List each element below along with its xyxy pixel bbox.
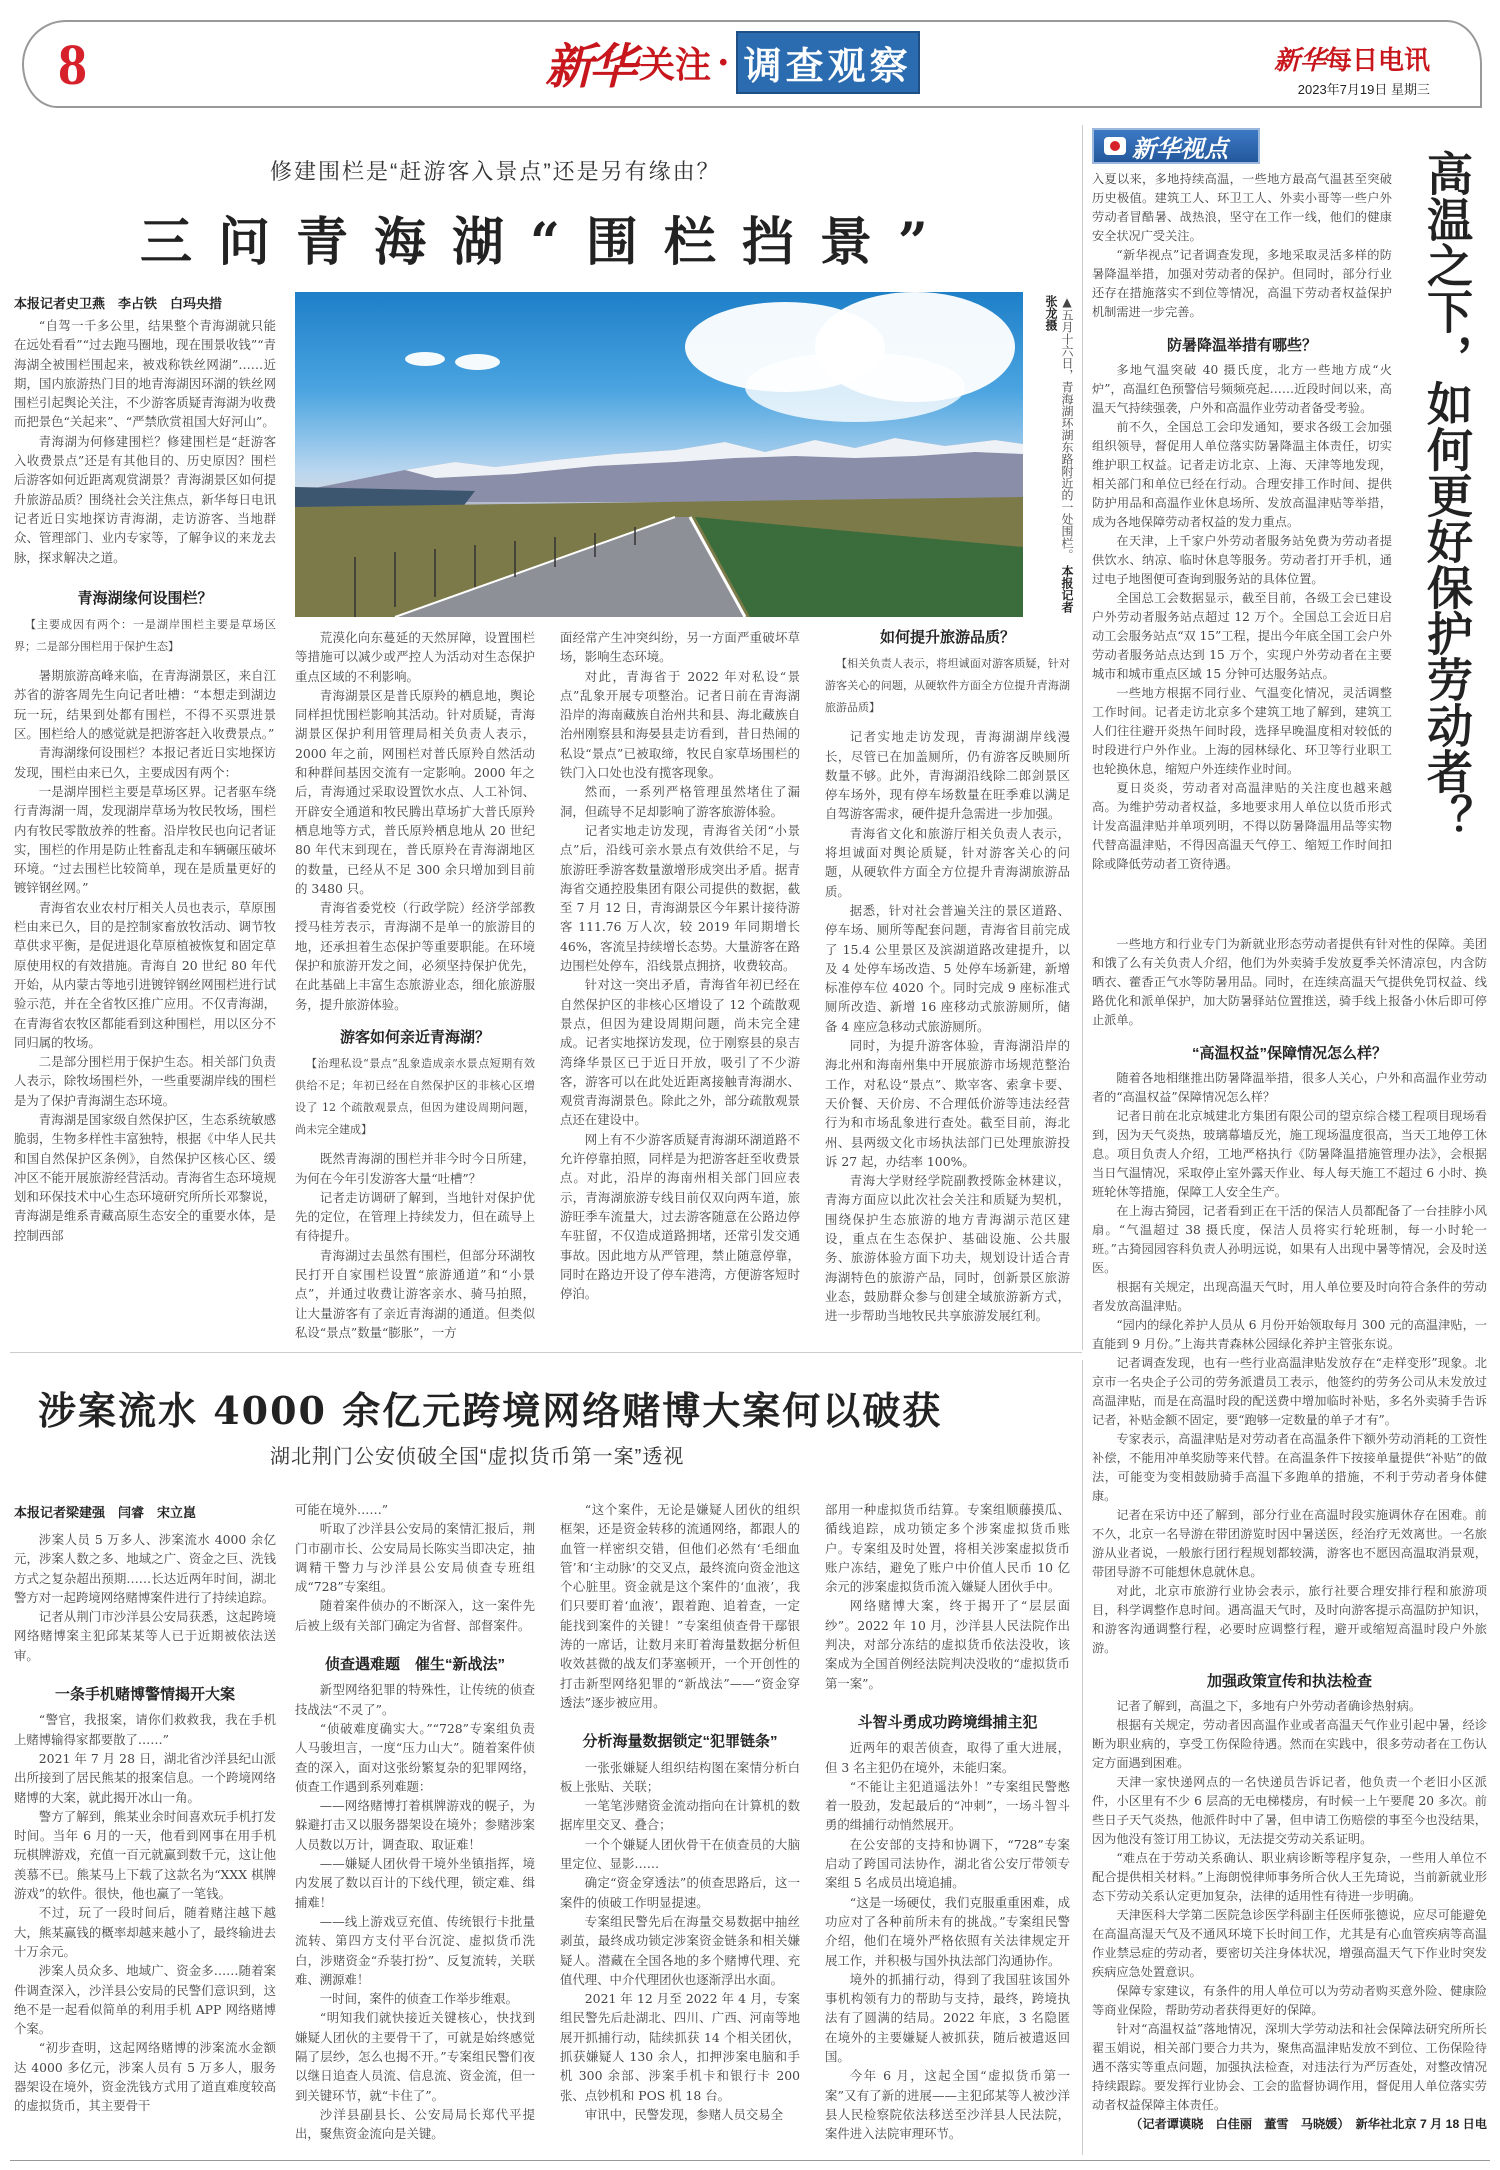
paper-name: 每日电讯 bbox=[1325, 46, 1430, 76]
badge-label: 新华视点 bbox=[1132, 133, 1228, 163]
paragraph: 警方了解到，熊某业余时间喜欢玩手机打发时间。当年 6 月的一天，他看到网事在用手机玩棋牌游戏，充值一百元就赢到数千元，这让他羡慕不已。熊某马上下载了这款名为“XXX 棋牌游戏”的软件。很快，他也赢了一笔钱。 bbox=[14, 1808, 276, 1902]
section-divider bbox=[10, 1352, 1082, 1353]
paragraph: 同时，为提升游客体验，青海湖沿岸的海北州和海南州集中开展旅游市场规范整治工作，对私设“景点”、欺宰客、索拿卡要、天价餐、天价房、不合理低价游等违法经营行为和市场乱象进行查处。截至目前，海北州、县两级文化市场执法部门已处理旅游投诉 27 起，办结率 100%。 bbox=[825, 1038, 1070, 1169]
article1-title: 三问青海湖“围栏挡景” bbox=[140, 212, 954, 273]
paragraph: 记者从荆门市沙洋县公安局获悉，这起跨境网络赌博案主犯邱某某等人已于近期被依法送审。 bbox=[14, 1609, 276, 1663]
paragraph: 青海湖景区是普氏原羚的栖息地，舆论同样担忧围栏影响其活动。针对质疑，青海湖景区保护利用管理局相关负责人表示，2000 年之前，网围栏对普氏原羚自然活动和种群间基因交流有一定影响。2000 年之后，青海通过采取设置饮水点、人工补饲、开辟安全通道和牧民腾出草场扩大普氏原羚栖息地等方式，普氏原羚栖息地从 20 世纪 80 年代末到现在，普氏原羚在青海湖地区的数量，已经从不足 300 余只增加到目前的 3480 只。 bbox=[295, 687, 535, 896]
paragraph: 随着案件侦办的不断深入，这一案件先后被上级有关部门确定为省督、部督案件。 bbox=[295, 1598, 535, 1633]
article3-col2 bbox=[295, 1500, 535, 2144]
paragraph: 夏日炎炎，劳动者对高温津贴的关注度也越来越高。为维护劳动者权益，多地要求用人单位以货币形式计发高温津贴并单项列明，不得以防暑降温用品等实物代替高温津贴，不得因高温天气停工、缩短工作时间扣除或降低劳动者工资待遇。 bbox=[1092, 781, 1392, 871]
article1-kicker: 修建围栏是“赶游客入景点”还是另有缘由？ bbox=[270, 159, 721, 184]
paragraph: 确定“资金穿透法”的侦查思路后，这一案件的侦破工作明显提速。 bbox=[560, 1875, 800, 1910]
article2-body bbox=[1092, 130, 1392, 874]
section-lead: 【相关负责人表示，将坦诚面对游客质疑，针对游客关心的问题，从硬软件方面全方位提升青海湖旅游品质】 bbox=[825, 657, 1070, 715]
photo-credit: 本报记者张龙摄 bbox=[1044, 295, 1074, 613]
paragraph: 根据有关规定，出现高温天气时，用人单位要及时向符合条件的劳动者发放高温津贴。 bbox=[1092, 1280, 1487, 1313]
paragraph: 全国总工会数据显示，截至目前，各级工会已建设户外劳动者服务站点超过 12 万个。全国总工会近日启动工会服务站点“双 15”工程，提出今年底全国工会户外劳动者服务站点达到 15 万个，实现户外劳动者在主要城市和城市重点区域 15 分钟可达服务站点。 bbox=[1092, 591, 1392, 681]
paragraph: 荒漠化向东蔓延的天然屏障，设置围栏等措施可以减少或严控人为活动对生态保护重点区域的不利影响。 bbox=[295, 630, 535, 684]
qinghai-lake-photo bbox=[295, 292, 1023, 617]
paragraph: “明知我们就快接近关键核心，快找到嫌疑人团伙的主要骨干了，可就是始终感觉隔了层纱，怎么也揭不开。”专案组民警们夜以继日追查人员流、信息流、资金流，但一到关键环节，就“卡住了”。 bbox=[295, 2010, 535, 2103]
article3-col1 bbox=[14, 1530, 276, 2116]
column-divider bbox=[1082, 1360, 1083, 2155]
page-bottom-rule bbox=[10, 2160, 1490, 2161]
paragraph: 青海湖过去虽然有围栏，但部分环湖牧民打开自家围栏设置“旅游通道”和“小景点”，并通过收费让游客亲水、骑马拍照，让大量游客有了亲近青海湖的通道。但类似私设“景点”数量“膨胀”，一方 bbox=[295, 1247, 535, 1340]
paragraph: 今年 6 月，这起全国“虚拟货币第一案”又有了新的进展——主犯邱某等人被沙洋县人民检察院依法移送至沙洋县人民法院，案件进入法院审理环节。 bbox=[825, 2068, 1070, 2142]
section-dot: · bbox=[717, 41, 730, 84]
paragraph: 青海大学财经学院副教授陈金林建议，青海方面应以此次社会关注和质疑为契机，围绕保护生态旅游的地方青海湖示范区建设，重点在生态保护、基础设施、公共服务、旅游体验方面下功夫，规划设计适合青海湖特色的旅游产品，同时，创新景区旅游业态，鼓励群众参与创建全域旅游新方式，进一步帮助当地牧民共享旅游发展红利。 bbox=[825, 1173, 1070, 1324]
article1-col4 bbox=[825, 628, 1070, 1326]
paragraph: 记者了解到，高温之下，多地有户外劳动者确诊热射病。 bbox=[1116, 1699, 1422, 1713]
issue-date: 2023年7月19日 星期三 bbox=[1297, 82, 1430, 97]
paragraph: 2021 年 12 月至 2022 年 4 月，专案组民警先后赴湖北、四川、广西、河南等地展开抓捕行动，陆续抓获 14 个相关团伙，抓获嫌疑人 130 余人，扣押涉案电脑和手机 300 余部、涉案手机卡和银行卡 200 张、点钞机和 POS 机 18 台。 bbox=[560, 1991, 800, 2103]
column-divider bbox=[1082, 125, 1083, 1350]
article1-col1 bbox=[14, 316, 276, 1245]
paragraph: “园内的绿化养护人员从 6 月份开始领取每月 300 元的高温津贴，一直能到 9 月份。”上海共青森林公园绿化养护主管张东说。 bbox=[1092, 1318, 1487, 1351]
paragraph: “这是一场硬仗，我们克服重重困难，成功应对了各种前所未有的挑战。”专案组民警介绍，他们在境外严格依照有关法律规定开展工作，并积极与国外执法部门沟通协作。 bbox=[825, 1894, 1070, 1968]
paragraph: 青海湖是国家级自然保护区，生态系统敏感脆弱，生物多样性丰富独特，根据《中华人民共和国自然保护区条例》，自然保护区核心区、缓冲区不能开展旅游经营活动。青海省生态环境规划和环保技术中心生态环境研究所所长邓黎说，青海湖是维系青藏高原生态安全的重要水体，是控制西部 bbox=[14, 1111, 276, 1243]
section-heading: 侦查遇难题 催生“新战法” bbox=[324, 1656, 505, 1674]
paragraph: 据悉，针对社会普遍关注的景区道路、停车场、厕所等配套问题，青海省目前完成了 15.4 公里景区及滨湖道路改建提升，以及 4 处停车场改造、5 处停车场新建，新增标准停车位 4020 个。同时完成 9 座标准式厕所改造、新增 16 座移动式旅游厕所，储备 4 座应急移动式旅游厕所。 bbox=[825, 902, 1070, 1034]
paragraph: 记者调查发现，也有一些行业高温津贴发放存在“走样变形”现象。北京市一名央企子公司的劳务派遣员工表示，他签约的劳务公司从未发放过高温津贴，而是在高温时段的配送费中增加临时补贴，多名外卖骑手告诉记者，补贴金额不固定，要“跑够一定数量的单子才有”。 bbox=[1092, 1356, 1487, 1427]
paragraph: 青海湖为何修建围栏？修建围栏是“赶游客入收费景点”还是有其他目的、历史原因？围栏后游客如何近距离观赏湖景？青海湖景区如何提升旅游品质？围绕社会关注焦点，新华每日电讯记者近日实地探访青海湖，走访游客、当地群众、管理部门、业内专家等，了解争议的来龙去脉，探求解决之道。 bbox=[14, 433, 276, 565]
section-heading: 加强政策宣传和执法检查 bbox=[1206, 1673, 1372, 1690]
paragraph: 专案组民警先后在海量交易数据中抽丝剥茧，最终成功锁定涉案资金链条和相关嫌疑人。潜藏在全国各地的多个赌博代理、充值代理、中介代理团伙也逐渐浮出水面。 bbox=[560, 1913, 800, 1987]
paragraph: “自驾一千多公里，结果整个青海湖就只能在远处看看”“过去跑马圈地，现在围景收钱”“青海湖全被围栏围起来，被戏称铁丝网湖”……近期，国内旅游热门目的地青海湖因环湖的铁丝网围栏引起舆论关注，不少游客质疑青海湖为收费而把景色“关起来”、“严禁欣赏祖国大好河山”。 bbox=[14, 318, 276, 430]
paragraph: 针对“高温权益”落地情况，深圳大学劳动法和社会保障法研究所所长翟玉娟说，相关部门要合力共为，聚焦高温津贴发放不到位、工伤保险待遇不落实等重点问题，加强执法检查，对违法行为严厉查处，对整改情况持续跟踪。要发挥行业协会、工会的监督协调作用，督促用人单位落实劳动者权益保障主体责任。 bbox=[1092, 2022, 1487, 2112]
paragraph: “侦破难度确实大。”“728”专案组负责人马骏坦言，一度“压力山大”。随着案件侦查的深入，面对这张纷繁复杂的犯罪网络，侦查工作遇到系列难题： bbox=[295, 1720, 535, 1794]
section-lead: 【治理私设“景点”乱象造成亲水景点短期有效供给不足；年初已经在自然保护区的非核心区增设了 12 个疏散观景点，但因为建设周期问题，尚未完全建成】 bbox=[295, 1057, 535, 1137]
article3-col3 bbox=[560, 1500, 800, 2124]
paragraph: 对此，青海省于 2022 年对私设“景点”乱象开展专项整治。记者日前在青海湖沿岸的海南藏族自治州共和县、海北藏族自治州刚察县和海晏县走访看到，昔日热闹的私设“景点”已被取缔，牧民自家草场围栏的铁门入口处也没有揽客现象。 bbox=[560, 668, 800, 781]
section-banner bbox=[545, 28, 920, 97]
paragraph: 前不久，全国总工会印发通知，要求各级工会加强组织领导，督促用人单位落实防暑降温主体责任，切实维护职工权益。记者走访北京、上海、天津等地发现，相关部门和单位已经在行动。合理安排工作时间、提供防护用品和高温作业休息场所、发放高温津贴等举措，成为各地保障劳动者权益的发力重点。 bbox=[1092, 420, 1392, 529]
section-heading: 分析海量数据锁定“犯罪链条” bbox=[582, 1733, 778, 1751]
paragraph: 在公安部的支持和协调下，“728”专案启动了跨国司法协作，湖北省公安厅带领专案组 5 名成员出境追捕。 bbox=[825, 1836, 1070, 1891]
article2-signature: （记者谭谟晓 白佳丽 董雪 马晓媛） 新华社北京 7 月 18 日电 bbox=[1130, 2117, 1487, 2131]
paragraph: 青海省文化和旅游厅相关负责人表示，将坦诚面对舆论质疑，针对游客关心的问题，从硬软件方面全方位提升青海湖旅游品质。 bbox=[825, 825, 1070, 899]
paragraph: 天津一家快递网点的一名快递员告诉记者，他负责一个老旧小区派件，小区里有不少 6 层高的无电梯楼房，有时候一上午要爬 20 多次。前些日子天气炎热，他派件时中了暑，但申请工伤赔偿的事至今也没结果，因为他没有签订用工协议，无法提交劳动关系证明。 bbox=[1092, 1775, 1487, 1846]
paragraph: 一个个嫌疑人团伙骨干在侦查员的大脑里定位、显影…… bbox=[560, 1836, 800, 1872]
section-lead: 【主要成因有两个：一是湖岸围栏主要是草场区界；二是部分围栏用于保护生态】 bbox=[14, 618, 276, 654]
paragraph: 网上有不少游客质疑青海湖环湖道路不允许停靠拍照，同样是为把游客赶至收费景点。对此，沿岸的海南州相关部门回应表示，青海湖旅游专线目前仅双向两车道，旅游旺季车流量大，过去游客随意在公路边停车驻留，不仅造成道路拥堵，还常引发交通事故。因此地方从严管理，禁止随意停靠，同时在路边开设了停车港湾，方便游客短时停泊。 bbox=[560, 1131, 800, 1302]
paragraph: 不过，玩了一段时间后，随着赌注越下越大，熊某赢钱的概率却越来越小了，最终输进去十万余元。 bbox=[14, 1905, 276, 1959]
paragraph: 记者在采访中还了解到，部分行业在高温时段实施调休存在困难。前不久，北京一名导游在带团游览时因中暑送医，经治疗无效离世。一名旅游从业者说，一般旅行团行程规划都较满，游客也不愿因高温取消景观，带团导游不可能想休息就休息。 bbox=[1092, 1508, 1487, 1579]
paragraph: 保障专家建议，有条件的用人单位可以为劳动者购买意外险、健康险等商业保险，帮助劳动者获得更好的保障。 bbox=[1092, 1984, 1487, 2017]
paragraph: 青海省委党校（行政学院）经济学部教授马桂芳表示，青海湖不是单一的旅游目的地，还承担着生态保护等重要职能。在环境保护和旅游开发之间，必须坚持保护优先，在此基础上丰富生态旅游业态，细化旅游服务，提升旅游体验。 bbox=[295, 900, 535, 1012]
photo-caption-text: ▲五月十六日，青海湖环湖东路附近的一处围栏。 bbox=[1060, 295, 1074, 561]
paragraph: 记者实地走访发现，青海湖湖岸线漫长，尽管已在加盖厕所，仍有游客反映厕所数量不够。此外，青海湖沿线除二郎剑景区停车场外，现有停车场数量在旺季难以满足自驾游客需求，硬件提升急需进一步加强。 bbox=[825, 729, 1070, 822]
paragraph: 多地气温突破 40 摄氏度，北方一些地方成“火炉”，高温红色预警信号频频亮起……近段时间以来，高温天气持续强袭，户外和高温作业劳动者备受考验。 bbox=[1092, 363, 1392, 415]
paragraph: 然而，一系列严格管理虽然堵住了漏洞，但疏导不足却影响了游客旅游体验。 bbox=[560, 784, 800, 819]
paragraph: 一些地方和行业专门为新就业形态劳动者提供有针对性的保障。美团和饿了么有关负责人介绍，他们为外卖骑手发放夏季关怀清凉包，内含防晒衣、藿香正气水等防暑用品。同时，在连续高温天气提供免罚权益、线路优化和派单保护，加大防暑驿站位置推送，骑手线上报备小休后即可停止派单。 bbox=[1092, 937, 1487, 1027]
paragraph: 对此，北京市旅游行业协会表示，旅行社要合理安排行程和旅游项目，科学调整作息时间。遇高温天气时，及时向游客提示高温防护知识，和游客沟通调整行程，必要时应调整行程，避开或缩短高温时段户外旅游。 bbox=[1092, 1584, 1487, 1655]
paragraph: 暑期旅游高峰来临，在青海湖景区，来自江苏省的游客周先生向记者吐槽：“本想走到湖边玩一玩，结果到处都有围栏，不得不买票进景区。围栏给人的感觉就是把游客赶入收费景点。” bbox=[14, 668, 276, 742]
paragraph: 听取了沙洋县公安局的案情汇报后，荆门市副市长、公安局局长陈实当即决定，抽调精干警力与沙洋县公安局侦查专班组成“728”专案组。 bbox=[295, 1521, 535, 1595]
paragraph: “难点在于劳动关系确认、职业病诊断等程序复杂，一些用人单位不配合提供相关材料。”上海朗悦律师事务所合伙人王先琦说，当前新就业形态下劳动关系认定更加复杂，法律的适用性有待进一步明确。 bbox=[1092, 1851, 1487, 1903]
section-highlight: 调查观察 bbox=[736, 31, 920, 94]
paragraph: 二是部分围栏用于保护生态。相关部门负责人表示，除牧场围栏外，一些重要湖岸线的围栏是为了保护青海湖生态环境。 bbox=[14, 1054, 276, 1108]
paragraph: “初步查明，这起网络赌博的涉案流水金额达 4000 多亿元，涉案人员有 5 万多人，服务器架设在境外，资金洗钱方式用了道直难度较高的虚拟货币，其主要骨干 bbox=[14, 2040, 276, 2114]
paragraph: “这个案件，无论是嫌疑人团伙的组织框架，还是资金转移的流通网络，都跟人的血管一样密织交错，但他们必然有‘毛细血管’和‘主动脉’的交叉点，最终流向资金池这个心脏里。资金就是这个案件的‘血液’，我们只要盯着‘血液’，跟着跑、追着查，一定能找到案件的关键！”专案组侦查骨干鄢银涛的一席话，让数月来盯着海量数据分析但收效甚微的战友们茅塞顿开，一个开创性的打击新型网络犯罪的“新战法”——“资金穿透法”逐步被应用。 bbox=[560, 1502, 800, 1710]
article2-title: 高温之下，如何更好保护劳动者？ bbox=[1420, 150, 1474, 840]
paragraph: 青海省农业农村厅相关人员也表示，草原围栏由来已久，目的是控制家畜放牧活动、调节牧草供求平衡，是促进退化草原植被恢复和固定草原使用权的有效措施。青海自 20 世纪 80 年代开始，从内蒙古等地引进镀锌钢丝网围栏进行试验示范，并在全省牧区推广应用。不仅青海湖，在青海省农牧区都能看到这种围栏，用以区分不同归属的牧场。 bbox=[14, 899, 276, 1050]
article2-body-wide bbox=[1092, 935, 1487, 2134]
paragraph: 一张张嫌疑人组织结构图在案情分析白板上张贴、关联； bbox=[560, 1759, 800, 1794]
paragraph: 针对这一突出矛盾，青海省年初已经在自然保护区的非核心区增设了 12 个疏散观景点，但因为建设周期问题，尚未完全建成。记者实地探访发现，位于刚察县的泉吉湾绛华景区已于近日开放，吸引了不少游客，游客可以在此处近距离接触青海湖水、观赏青海湖景色。除此之外，部分疏散观景点还在建设中。 bbox=[560, 977, 800, 1128]
paragraph: 2021 年 7 月 28 日，湖北省沙洋县纪山派出所接到了居民熊某的报案信息。一个跨境网络赌博的大案，就此揭开冰山一角。 bbox=[14, 1750, 276, 1805]
section-label: 关注 bbox=[639, 44, 712, 86]
paragraph: 既然青海湖的围栏并非今时今日所建，为何在今年引发游客大量“吐槽”？ bbox=[295, 1151, 535, 1186]
article3-byline: 本报记者梁建强 闫睿 宋立崑 bbox=[14, 1505, 197, 1520]
paragraph: 部用一种虚拟货币结算。专案组顺藤摸瓜、循线追踪，成功锁定多个涉案虚拟货币账户。专案组及时处置，将相关涉案虚拟货币账户冻结，避免了账户中价值人民币 10 亿余元的涉案虚拟货币流入嫌疑人团伙手中。 bbox=[825, 1502, 1070, 1595]
paragraph: 在上海古猗园，记者看到正在干活的保洁人员都配备了一台挂脖小风扇。“气温超过 38 摄氏度，保洁人员将实行轮班制，每一小时轮一班。”古猗园园容科负责人孙明远说，如果有人出现中暑等情况，会及时送医。 bbox=[1092, 1204, 1487, 1275]
section-heading: 如何提升旅游品质？ bbox=[879, 629, 1015, 646]
paragraph: 一是湖岸围栏主要是草场区界。记者驱车绕行青海湖一周，发现湖岸草场为牧民牧场，围栏内有牧民零散放养的牲畜。沿岸牧民也向记者证实，围栏的作用是防止牲畜乱走和车辆碾压破坏环境。“过去围栏比较简单，现在是质量更好的镀锌钢丝网。” bbox=[14, 783, 276, 896]
paragraph: 一些地方根据不同行业、气温变化情况，灵活调整工作时间。记者走访北京多个建筑工地了解到，建筑工人们往往避开炎热午间时段，选择早晚温度相对较低的时段进行户外作业。上海的园林绿化、环卫等行业职工也轮换休息，缩短户外连续作业时间。 bbox=[1092, 686, 1392, 776]
article1-col3 bbox=[560, 628, 800, 1303]
article1-col2 bbox=[295, 628, 535, 1342]
section-heading: 一条手机赌博警情揭开大案 bbox=[54, 1686, 235, 1704]
paragraph: 近两年的艰苦侦查，取得了重大进展，但 3 名主犯仍在境外，未能归案。 bbox=[825, 1740, 1070, 1775]
article3-kicker: 湖北荆门公安侦破全国“虚拟货币第一案”透视 bbox=[270, 1446, 685, 1468]
paragraph: ——线上游戏豆充值、传统银行卡批量流转、第四方支付平台沉淀、虚拟货币洗白，涉赌资金“乔装打扮”、反复流转，关联难、溯源难！ bbox=[295, 1913, 535, 1987]
road-with-fences bbox=[295, 477, 1023, 617]
paragraph: “新华视点”记者调查发现，多地采取灵活多样的防暑降温举措，加强对劳动者的保护。但同时，部分行业还存在措施落实不到位等情况，高温下劳动者权益保护机制需进一步完善。 bbox=[1092, 248, 1392, 319]
section-heading: 游客如何亲近青海湖？ bbox=[339, 1028, 490, 1046]
paragraph: 境外的抓捕行动，得到了我国驻该国外事机构领有力的帮助与支持，最终，跨境执法有了圆满的结局。2022 年底，3 名隐匿在境外的主要嫌疑人被抓获，随后被遣返回国。 bbox=[825, 1971, 1070, 2065]
article3-col4 bbox=[825, 1500, 1070, 2144]
article3-title: 涉案流水 4000 余亿元跨境网络赌博大案何以破获 bbox=[38, 1388, 943, 1433]
paragraph: 在天津，上千家户外劳动者服务站免费为劳动者提供饮水、纳凉、临时休息等服务。劳动者打开手机，通过电子地图便可查询到服务站的具体位置。 bbox=[1092, 534, 1392, 586]
page-number: 8 bbox=[58, 32, 87, 97]
section-heading: 青海湖缘何设围栏？ bbox=[77, 589, 213, 607]
paragraph: 网络赌博大案，终于揭开了“层层面纱”。2022 年 10 月，沙洋县人民法院作出判决，对部分冻结的虚拟货币依法没收，该案成为全国首例经法院判决没收的“虚拟货币第一案”。 bbox=[825, 1598, 1070, 1691]
paragraph: 专家表示，高温津贴是对劳动者在高温条件下额外劳动消耗的工资性补偿，不能用冲单奖励等来代替。在高温条件下按接单量提供“补贴”的做法，可能变为变相鼓励骑手高温下多跑单的措施，不利于劳动者身体健康。 bbox=[1092, 1432, 1487, 1503]
paragraph: “不能让主犯逍遥法外！”专案组民警憋着一股劲，发起最后的“冲刺”，一场斗智斗勇的缉捕行动悄然展开。 bbox=[825, 1778, 1070, 1833]
paragraph: 青海湖缘何设围栏？本报记者近日实地探访发现，围栏由来已久，主要成因有两个： bbox=[14, 745, 276, 780]
section-heading: 防暑降温举措有哪些？ bbox=[1166, 337, 1317, 354]
paragraph: 一笔笔涉赌资金流动指向在计算机的数据库里交叉、叠合； bbox=[560, 1798, 800, 1833]
paper-logo-xinhua: 新华 bbox=[1273, 46, 1326, 76]
paragraph: “警官，我报案，请你们救救我，我在手机上赌博输得家都要散了……” bbox=[14, 1712, 276, 1747]
paragraph: ——嫌疑人团伙骨干境外坐镇指挥，境内发展了数以百计的下线代理，锁定难、缉捕难！ bbox=[295, 1856, 535, 1910]
paragraph: 随着各地相继推出防暑降温举措，很多人关心，户外和高温作业劳动者的“高温权益”保障情况怎么样？ bbox=[1092, 1071, 1487, 1104]
section-heading: “高温权益”保障情况怎么样？ bbox=[1191, 1045, 1387, 1062]
paragraph: 面经常产生冲突纠纷，另一方面严重破坏草场，影响生态环境。 bbox=[560, 630, 800, 665]
paragraph: 记者实地走访发现，青海省关闭“小景点”后，沿线可亲水景点有效供给不足，与旅游旺季游客数量激增形成突出矛盾。据青海省交通控股集团有限公司提供的数据，截至 7 月 12 日，青海湖景区今年累计接待游客 111.76 万人次，较 2019 年同期增长 46%，客流呈持续增长态势。大量游客在路边围栏处停车，沿线景点拥挤，收费较高。 bbox=[560, 822, 800, 974]
paragraph: 审讯中，民警发现，参赌人员交易全 bbox=[584, 2106, 784, 2122]
paragraph: 记者日前在北京城建北方集团有限公司的望京综合楼工程项目现场看到，因为天气炎热，玻璃幕墙反光，施工现场温度很高，当天工地停工休息。项目负责人介绍，工地严格执行《防暑降温措施管理办法》，会根据当日气温情况，采取停止室外露天作业、每人每天施工不超过 6 小时、换班轮休等措施，保障工人安全生产。 bbox=[1092, 1109, 1487, 1199]
paragraph: 根据有关规定，劳动者因高温作业或者高温天气作业引起中暑，经诊断为职业病的，享受工伤保险待遇。然而在实践中，很多劳动者在工伤认定方面遇到困难。 bbox=[1092, 1718, 1487, 1770]
paragraph: ——网络赌博打着棋牌游戏的幌子，为躲避打击又以服务器架设在境外；参赌涉案人员数以万计，调查取、取证难！ bbox=[295, 1798, 535, 1852]
paragraph: 记者走访调研了解到，当地针对保护优先的定位，在管理上持续发力，但在疏导上有待提升。 bbox=[295, 1189, 535, 1244]
paragraph: 可能在境外……” bbox=[295, 1502, 389, 1517]
paper-masthead bbox=[1274, 40, 1430, 98]
photo-caption bbox=[1030, 295, 1075, 615]
paragraph: 沙洋县副县长、公安局局长郑代平提出，聚焦资金流向是关键。 bbox=[295, 2106, 535, 2142]
xinhua-logo: 新华 bbox=[545, 39, 634, 95]
section-heading: 斗智斗勇成功跨境缉捕主犯 bbox=[857, 1713, 1038, 1731]
paragraph: 新型网络犯罪的特殊性，让传统的侦查技战法“不灵了”。 bbox=[295, 1682, 535, 1717]
paragraph: 一时间，案件的侦查工作举步维艰。 bbox=[319, 1991, 519, 2007]
paragraph: 涉案人员 5 万多人、涉案流水 4000 余亿元，涉案人数之多、地域之广、资金之巨、洗钱方式之复杂超出预期……长达近两年时间，湖北警方对一起跨境网络赌博案件进行了持续追踪。 bbox=[14, 1532, 276, 1605]
paragraph: 涉案人员众多、地域广、资金多……随着案件调查深入，沙洋县公安局的民警们意识到，这绝不是一起看似简单的利用手机 APP 网络赌博个案。 bbox=[14, 1963, 276, 2037]
article1-byline: 本报记者史卫燕 李占铁 白玛央措 bbox=[14, 296, 223, 311]
paragraph: 天津医科大学第二医院急诊医学科副主任医师张德说，应尽可能避免在高温高湿天气及不通风环境下长时间工作，尤其是有心血管疾病等高温作业禁忌症的劳动者，要密切关注身体状况，增强高温天气下作业时突发疾病应急处置意识。 bbox=[1092, 1908, 1487, 1979]
paragraph: 入夏以来，多地持续高温，一些地方最高气温甚至突破历史极值。建筑工人、环卫工人、外卖小哥等一些户外劳动者冒酷暑、战热浪，坚守在工作一线，他们的健康安全状况广受关注。 bbox=[1092, 172, 1392, 243]
